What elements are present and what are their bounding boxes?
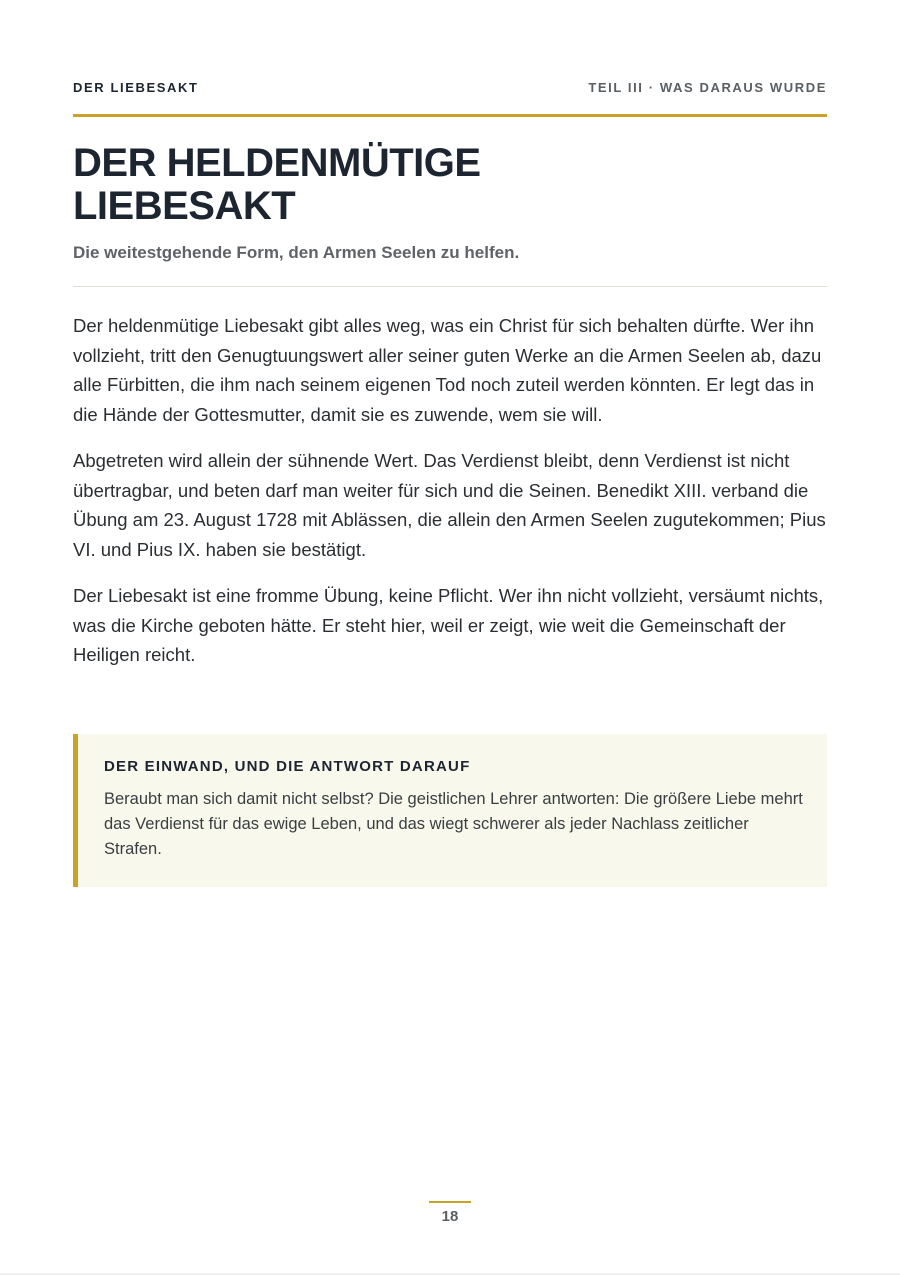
subtitle-divider bbox=[73, 286, 827, 287]
running-header-left: DER LIEBESAKT bbox=[73, 80, 199, 95]
running-header-right: TEIL III · WAS DARAUS WURDE bbox=[588, 80, 827, 95]
footer-divider bbox=[429, 1201, 471, 1203]
body-paragraph: Abgetreten wird allein der sühnende Wert. Das Verdienst bleibt, denn Verdienst ist nicht übertragbar, und beten darf man weiter für sich und die Seinen. Benedikt XIII. verband die Übung am 23. August 1728 mit Ablässen, die allein den Armen Seelen zugutekommen; Pius VI. und Pius IX. haben sie bestätigt. bbox=[73, 450, 826, 560]
page-number: 18 bbox=[441, 1208, 459, 1225]
body-paragraph: Der Liebesakt ist eine fromme Übung, keine Pflicht. Wer ihn nicht vollzieht, versäumt nichts, was die Kirche geboten hätte. Er steht hier, weil er zeigt, wie weit die Gemeinschaft der Heiligen reicht. bbox=[73, 585, 824, 665]
header-divider bbox=[73, 114, 827, 117]
callout-box bbox=[73, 734, 827, 887]
page-subtitle: Die weitestgehende Form, den Armen Seelen zu helfen. bbox=[73, 243, 520, 262]
body-paragraph: Der heldenmütige Liebesakt gibt alles weg, was ein Christ für sich behalten dürfte. Wer ihn vollzieht, tritt den Genugtuungswert aller seiner guten Werke an die Armen Seelen ab, dazu alle Fürbitten, die ihm nach seinem eigenen Tod noch zuteil werden könnten. Er legt das in die Hände der Gottesmutter, damit sie es zuwende, wem sie will. bbox=[73, 315, 822, 425]
callout-text: Beraubt man sich damit nicht selbst? Die geistlichen Lehrer antworten: Die größere Liebe mehrt das Verdienst für das ewige Leben, und das wiegt schwerer als jeder Nachlass zeitlicher Strafen. bbox=[104, 790, 803, 858]
page-title: DER HELDENMÜTIGE LIEBESAKT bbox=[73, 141, 481, 228]
running-header bbox=[73, 80, 827, 95]
callout-title: DER EINWAND, UND DIE ANTWORT DARAUF bbox=[104, 758, 471, 775]
body-text bbox=[73, 311, 827, 687]
